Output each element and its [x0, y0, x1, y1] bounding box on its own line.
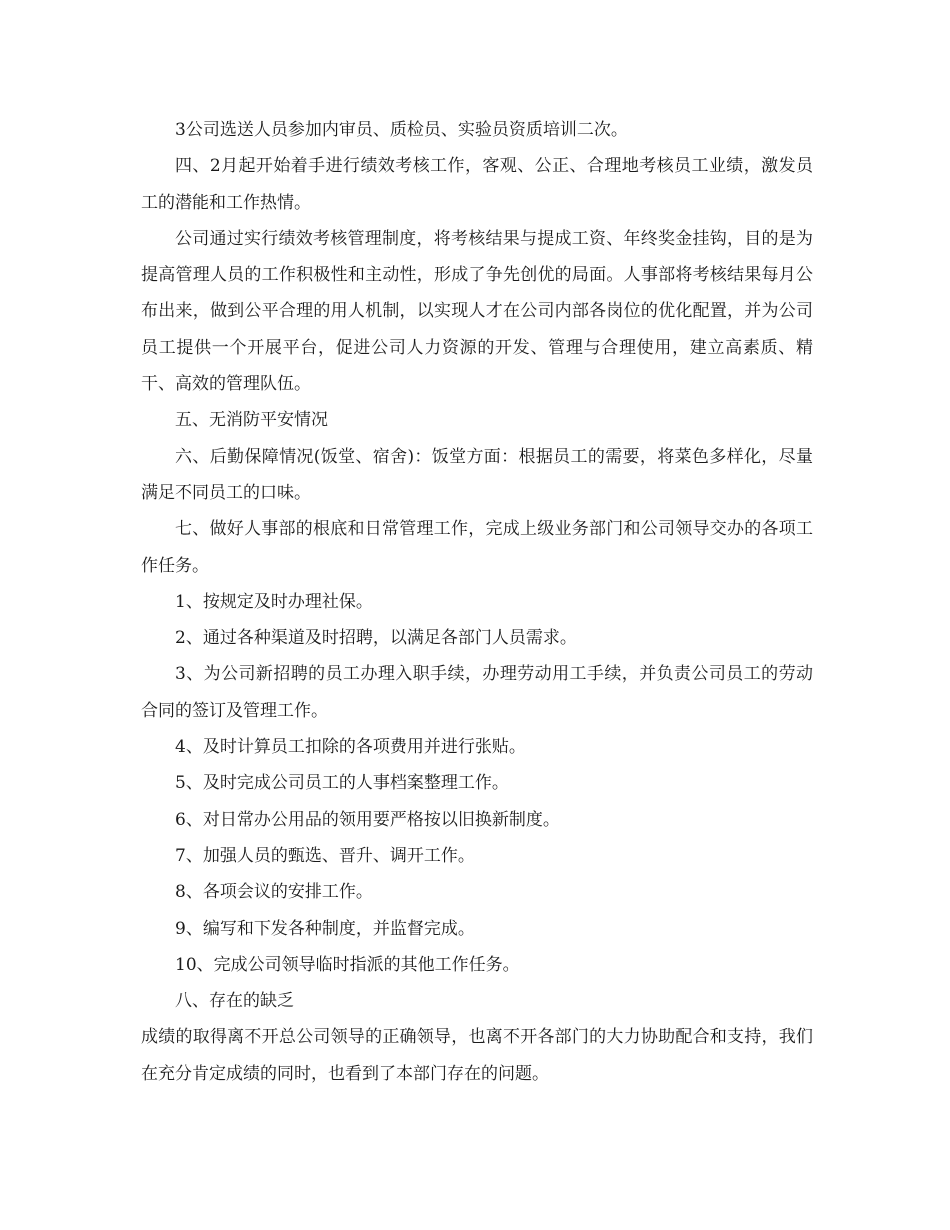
paragraph: 9、编写和下发各种制度，并监督完成。 [175, 918, 475, 939]
paragraph: 7、加强人员的甄选、晋升、调开工作。 [175, 845, 475, 866]
paragraph: 成绩的取得离不开总公司领导的正确领导，也离不开各部门的大力协助配合和支持，我们在充分肯定成绩的同时，也看到了本部门存在的问题。 [141, 1027, 813, 1084]
paragraph: 3公司选送人员参加内审员、质检员、实验员资质培训二次。 [175, 120, 628, 140]
paragraph: 七、做好人事部的根底和日常管理工作，完成上级业务部门和公司领导交办的各项工作任务。 [141, 519, 813, 576]
paragraph: 1、按规定及时办理社保。 [175, 591, 373, 612]
paragraph: 8、各项会议的安排工作。 [175, 882, 373, 903]
paragraph: 4、及时计算员工扣除的各项费用并进行张贴。 [175, 737, 526, 758]
paragraph: 八、存在的缺乏 [175, 991, 294, 1012]
document-body [141, 112, 813, 1092]
paragraph: 六、后勤保障情况(饭堂、宿舍)：饭堂方面：根据员工的需要，将菜色多样化，尽量满足不同员工的口味。 [141, 446, 813, 503]
paragraph: 5、及时完成公司员工的人事档案整理工作。 [175, 773, 509, 794]
paragraph: 2、通过各种渠道及时招聘，以满足各部门人员需求。 [175, 628, 577, 649]
paragraph: 6、对日常办公用品的领用要严格按以旧换新制度。 [175, 809, 560, 830]
paragraph: 10、完成公司领导临时指派的其他工作任务。 [175, 954, 520, 975]
paragraph: 3、为公司新招聘的员工办理入职手续，办理劳动用工手续，并负责公司员工的劳动合同的签订及管理工作。 [141, 664, 813, 721]
paragraph: 五、无消防平安情况 [175, 410, 328, 431]
paragraph: 公司通过实行绩效考核管理制度，将考核结果与提成工资、年终奖金挂钩，目的是为提高管理人员的工作积极性和主动性，形成了争先创优的局面。人事部将考核结果每月公布出来，做到公平合理的用人机制，以实现人才在公司内部各岗位的优化配置，并为公司员工提供一个开展平台，促进公司人力资源的开发、管理与合理使用，建立高素质、精干、高效的管理队伍。 [141, 228, 813, 395]
paragraph: 四、2月起开始着手进行绩效考核工作，客观、公正、合理地考核员工业绩，激发员工的潜能和工作热情。 [141, 156, 813, 213]
